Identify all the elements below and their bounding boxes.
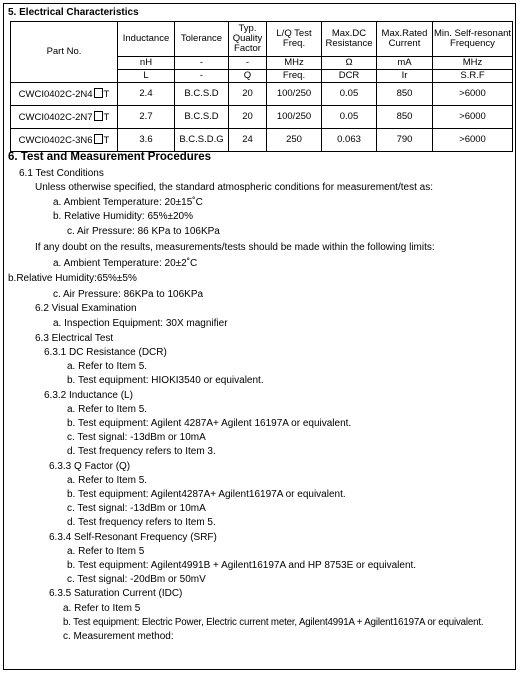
symbol-cell: Freq. (267, 70, 322, 83)
table-row (11, 106, 513, 129)
part-number-cell: CWCI0402C-2N4 T (11, 83, 118, 106)
unit-cell: Ω (322, 57, 377, 70)
freq-cell: 100/250 (267, 106, 322, 129)
section-6-title: 6. Test and Measurement Procedures (8, 151, 212, 163)
q-cell: 20 (229, 106, 267, 129)
freq-cell: 250 (267, 129, 322, 152)
symbol-cell: L (118, 70, 175, 83)
symbol-cell: - (175, 70, 229, 83)
list-item: a. Refer to Item 5 (63, 603, 141, 614)
list-item: a. Refer to Item 5. (67, 475, 148, 486)
section-5-title: 5. Electrical Characteristics (8, 7, 139, 18)
subsection-heading: 6.3.1 DC Resistance (DCR) (44, 347, 167, 358)
subsection-heading: 6.3 Electrical Test (35, 333, 114, 344)
list-item: a. Ambient Temperature: 20±15˚C (53, 197, 203, 208)
list-item: d. Test frequency refers to Item 5. (67, 517, 216, 528)
part-number-cell: CWCI0402C-3N6 T (11, 129, 118, 152)
ir-cell: 850 (377, 83, 433, 106)
tolerance-cell: B.C.S.D.G (175, 129, 229, 152)
header-part-no: Part No. (11, 22, 118, 83)
srf-cell: >6000 (433, 129, 513, 152)
dcr-cell: 0.063 (322, 129, 377, 152)
subsection-heading: 6.2 Visual Examination (35, 303, 137, 314)
list-item: c. Measurement method: (63, 631, 174, 642)
header-rated-current: Max.Rated Current (377, 22, 433, 57)
unit-cell: nH (118, 57, 175, 70)
header-self-resonant-freq: Min. Self-resonant Frequency (433, 22, 513, 57)
header-tolerance: Tolerance (175, 22, 229, 57)
list-item: b. Test equipment: Electric Power, Electric current meter, Agilent4991A + Agilent16197A or equivalent. (63, 617, 484, 628)
subsection-heading: 6.3.3 Q Factor (Q) (49, 461, 131, 472)
table-row (11, 129, 513, 152)
dcr-cell: 0.05 (322, 83, 377, 106)
ir-cell: 790 (377, 129, 433, 152)
srf-cell: >6000 (433, 106, 513, 129)
inductance-cell: 2.4 (118, 83, 175, 106)
q-cell: 24 (229, 129, 267, 152)
header-inductance: Inductance (118, 22, 175, 57)
tolerance-cell: B.C.S.D (175, 83, 229, 106)
checkbox-glyph-icon (94, 111, 103, 121)
list-item: b. Test equipment: Agilent4991B + Agilent16197A and HP 8753E or equivalent. (67, 560, 417, 571)
unit-cell: - (175, 57, 229, 70)
srf-cell: >6000 (433, 83, 513, 106)
list-item: b. Test equipment: Agilent4287A+ Agilent16197A or equivalent. (67, 489, 346, 500)
checkbox-glyph-icon (94, 134, 103, 144)
list-item: a. Refer to Item 5. (67, 404, 148, 415)
electrical-characteristics-table (10, 21, 513, 152)
list-item: c. Test signal: -13dBm or 10mA (67, 432, 206, 443)
list-item: c. Air Pressure: 86KPa to 106KPa (53, 289, 204, 300)
header-quality-factor: Typ. Quality Factor (229, 22, 267, 57)
unit-cell: MHz (267, 57, 322, 70)
list-item: c. Test signal: -20dBm or 50mV (67, 574, 206, 585)
unit-cell: mA (377, 57, 433, 70)
freq-cell: 100/250 (267, 83, 322, 106)
list-item: a. Ambient Temperature: 20±2˚C (53, 258, 198, 269)
subsection-heading: 6.1 Test Conditions (19, 168, 104, 179)
table-header-row (11, 22, 513, 57)
part-number-cell: CWCI0402C-2N7 T (11, 106, 118, 129)
list-item: a. Refer to Item 5. (67, 361, 148, 372)
symbol-cell: DCR (322, 70, 377, 83)
list-item: d. Test frequency refers to Item 3. (67, 446, 216, 457)
list-item: a. Inspection Equipment: 30X magnifier (53, 318, 228, 329)
tolerance-cell: B.C.S.D (175, 106, 229, 129)
unit-cell: - (229, 57, 267, 70)
subsection-heading: 6.3.2 Inductance (L) (44, 390, 133, 401)
symbol-cell: Q (229, 70, 267, 83)
list-item: b.Relative Humidity:65%±5% (8, 273, 137, 284)
list-item: c. Air Pressure: 86 KPa to 106KPa (67, 226, 220, 237)
list-item: a. Refer to Item 5 (67, 546, 145, 557)
inductance-cell: 3.6 (118, 129, 175, 152)
list-item: b. Test equipment: Agilent 4287A+ Agilent 16197A or equivalent. (67, 418, 352, 429)
paragraph-line: Unless otherwise specified, the standard atmospheric conditions for measurement/test as: (35, 182, 433, 193)
table-row (11, 83, 513, 106)
header-test-freq: L/Q Test Freq. (267, 22, 322, 57)
subsection-heading: 6.3.4 Self-Resonant Frequency (SRF) (49, 532, 217, 543)
unit-cell: MHz (433, 57, 513, 70)
list-item: b. Relative Humidity: 65%±20% (53, 211, 193, 222)
list-item: c. Test signal: -13dBm or 10mA (67, 503, 206, 514)
paragraph-line: If any doubt on the results, measurements/tests should be made within the following limits: (35, 242, 435, 253)
subsection-heading: 6.3.5 Saturation Current (IDC) (49, 588, 183, 599)
dcr-cell: 0.05 (322, 106, 377, 129)
checkbox-glyph-icon (94, 88, 103, 98)
inductance-cell: 2.7 (118, 106, 175, 129)
list-item: b. Test equipment: HIOKI3540 or equivalent. (67, 375, 264, 386)
symbol-cell: S.R.F (433, 70, 513, 83)
header-dc-resistance: Max.DC Resistance (322, 22, 377, 57)
q-cell: 20 (229, 83, 267, 106)
symbol-cell: Ir (377, 70, 433, 83)
ir-cell: 850 (377, 106, 433, 129)
